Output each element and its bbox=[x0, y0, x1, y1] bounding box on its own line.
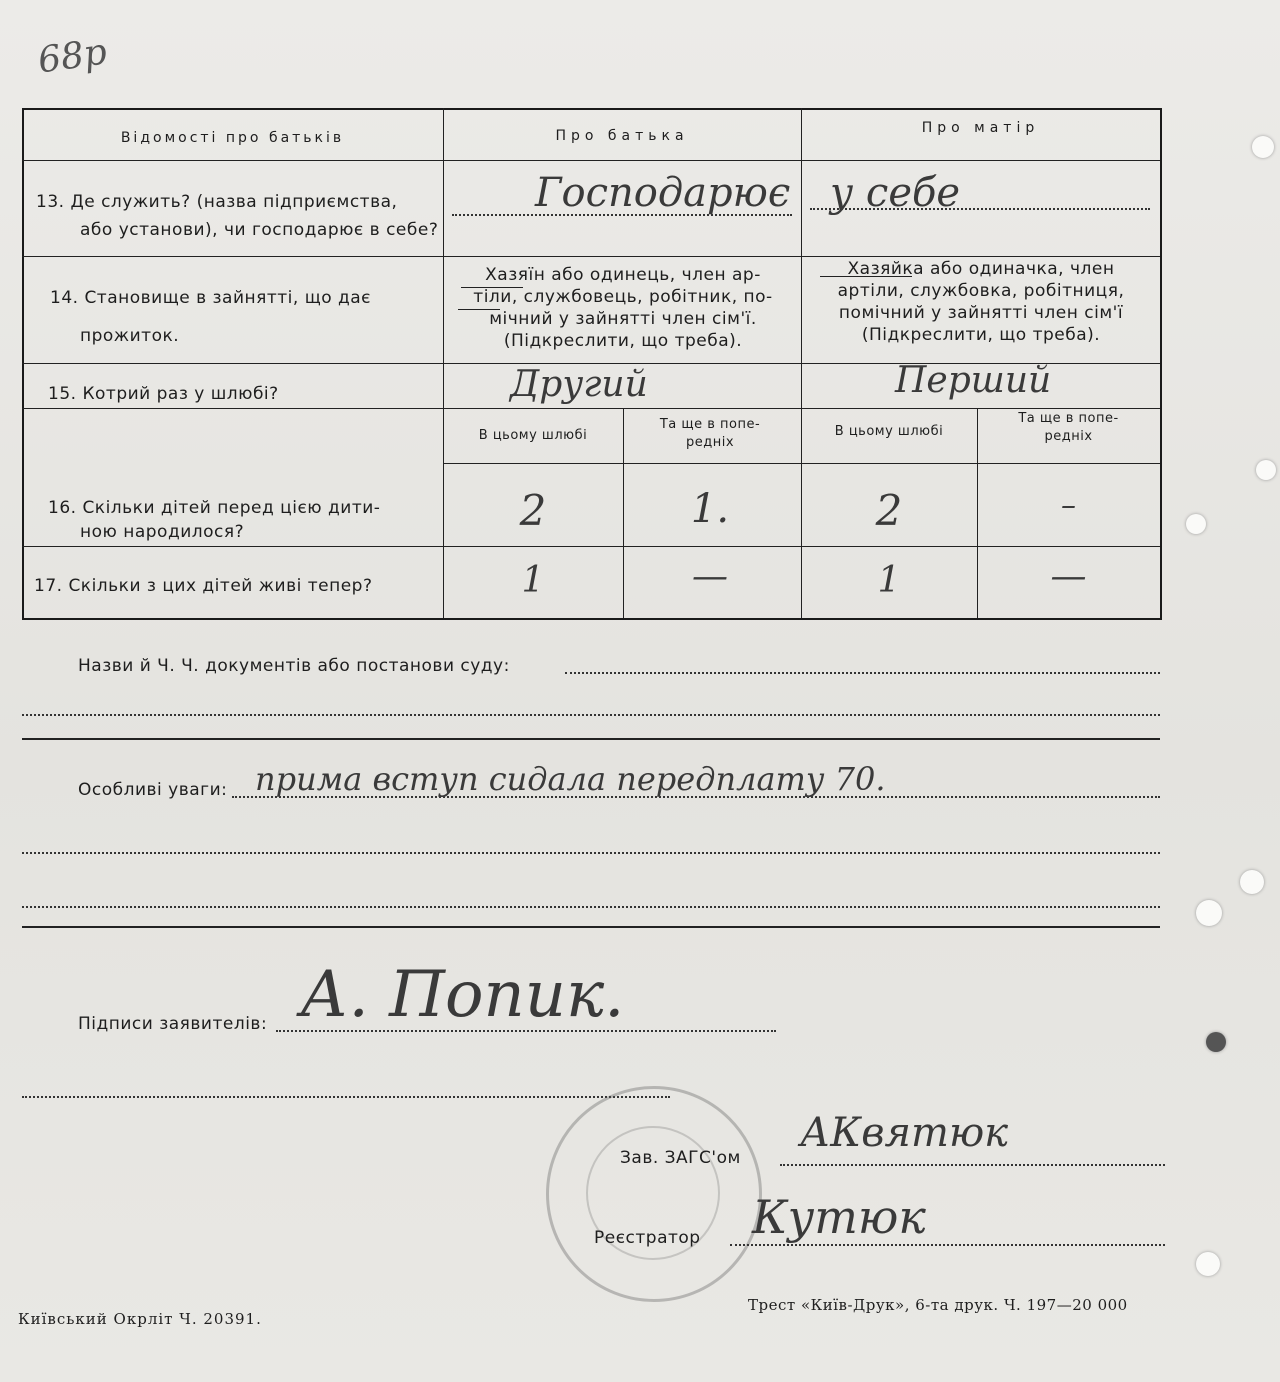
row13-father-value: Господарює bbox=[535, 170, 791, 216]
binding-hole bbox=[1252, 136, 1274, 158]
applicant-signature-line bbox=[22, 1096, 670, 1098]
row14-mother-options bbox=[806, 258, 1156, 346]
row17-mother-this-marriage: 1 bbox=[877, 560, 901, 601]
subhead-father-previous bbox=[625, 416, 795, 452]
header-father: Про батька bbox=[555, 128, 689, 144]
documents-label: Назви й Ч. Ч. документів або постанови суду: bbox=[78, 656, 510, 676]
row14-mother-line2: артіли, службовка, робітниця, bbox=[837, 281, 1125, 301]
remarks-line bbox=[22, 906, 1160, 908]
row14-father-line1: Хазяїн або одинець, член ар- bbox=[485, 265, 761, 285]
registrar-signature: Кутюк bbox=[752, 1190, 926, 1244]
remarks-label: Особливі уваги: bbox=[78, 780, 228, 800]
subhead-mother-previous bbox=[979, 410, 1158, 446]
binding-hole bbox=[1206, 1032, 1226, 1052]
documents-line bbox=[565, 672, 1160, 674]
binding-hole bbox=[1186, 514, 1206, 534]
row13-mother-value: у себе bbox=[830, 170, 961, 216]
row14-label-line2: прожиток. bbox=[80, 326, 180, 346]
remarks-value: прима вступ сидала передплату 70. bbox=[255, 760, 886, 798]
row16-mother-previous: – bbox=[1061, 488, 1076, 523]
applicant-signatures-label: Підписи заявителів: bbox=[78, 1014, 268, 1034]
row15-label: 15. Котрий раз у шлюбі? bbox=[48, 384, 279, 404]
row17-label: 17. Скільки з цих дітей живі тепер? bbox=[34, 576, 373, 596]
row14-mother-line1: Хазяйка або одиначка, член bbox=[847, 259, 1115, 279]
table-rule bbox=[801, 108, 802, 618]
subhead-mother-this-marriage: В цьому шлюбі bbox=[834, 424, 944, 439]
margin-note: 68р bbox=[35, 31, 110, 82]
binding-hole bbox=[1196, 1252, 1220, 1276]
table-rule bbox=[22, 546, 1160, 547]
subhead-previous-line1: Та ще в попе- bbox=[1018, 411, 1119, 426]
row14-mother-line3: помічний у зайнятті член сім'ї bbox=[838, 303, 1124, 323]
binding-hole bbox=[1196, 900, 1222, 926]
registrar-label: Реєстратор bbox=[594, 1228, 701, 1248]
row14-mother-line4: (Підкреслити, що треба). bbox=[861, 325, 1101, 345]
row14-father-line2: тіли, службовець, робітник, по- bbox=[473, 287, 773, 307]
row16-label-line1: 16. Скільки дітей перед цією дити- bbox=[48, 498, 381, 518]
table-rule bbox=[22, 160, 1160, 161]
header-mother: Про матір bbox=[921, 120, 1040, 136]
row14-father-underline bbox=[458, 309, 500, 310]
subhead-father-this-marriage: В цьому шлюбі bbox=[478, 428, 588, 443]
row14-father-line4: (Підкреслити, що треба). bbox=[503, 331, 743, 351]
binding-hole bbox=[1256, 460, 1276, 480]
row15-father-value: Другий bbox=[510, 364, 648, 405]
table-rule bbox=[977, 408, 978, 618]
table-rule bbox=[22, 408, 1160, 409]
table-rule bbox=[22, 256, 1160, 257]
footer-censor-note: Київський Окрліт Ч. 20391. bbox=[18, 1310, 262, 1328]
row16-father-previous: 1. bbox=[690, 486, 730, 532]
head-signature-line bbox=[780, 1164, 1165, 1166]
row17-mother-previous: — bbox=[1050, 556, 1087, 597]
applicant-signature: А. Попик. bbox=[300, 958, 625, 1032]
head-signature: АКвятюк bbox=[800, 1110, 1009, 1156]
row14-mother-underline bbox=[820, 276, 912, 277]
binding-hole bbox=[1240, 870, 1264, 894]
footer-printer-note: Трест «Київ-Друк», 6-та друк. Ч. 197—20 000 bbox=[748, 1296, 1128, 1314]
row15-mother-value: Перший bbox=[895, 360, 1052, 401]
row16-father-this-marriage: 2 bbox=[519, 486, 547, 535]
head-of-registry-label: Зав. ЗАГС'ом bbox=[620, 1148, 741, 1168]
table-rule bbox=[443, 108, 444, 618]
subhead-previous-line2: редніх bbox=[1044, 429, 1093, 444]
table-rule bbox=[623, 408, 624, 618]
row13-label-line2: або установи), чи господарює в себе? bbox=[80, 220, 439, 240]
row14-father-options bbox=[448, 264, 798, 352]
row13-label-line1: 13. Де служить? (назва підприємства, bbox=[36, 192, 398, 212]
section-divider bbox=[22, 926, 1160, 928]
subhead-previous-line2: редніх bbox=[685, 435, 735, 450]
documents-line bbox=[22, 714, 1160, 716]
remarks-line bbox=[22, 852, 1160, 854]
header-parents-info: Відомості про батьків bbox=[120, 130, 345, 146]
row14-father-underline bbox=[461, 287, 523, 288]
row16-label-line2: ною народилося? bbox=[80, 522, 245, 542]
row17-father-this-marriage: 1 bbox=[521, 560, 545, 601]
section-divider bbox=[22, 738, 1160, 740]
registrar-signature-line bbox=[730, 1244, 1165, 1246]
subhead-previous-line1: Та ще в попе- bbox=[659, 417, 761, 432]
row14-label-line1: 14. Становище в зайнятті, що дає bbox=[50, 288, 372, 308]
row17-father-previous: — bbox=[692, 556, 728, 597]
row14-father-line3: мічний у зайнятті член сім'ї. bbox=[489, 309, 757, 329]
row16-mother-this-marriage: 2 bbox=[875, 486, 903, 535]
